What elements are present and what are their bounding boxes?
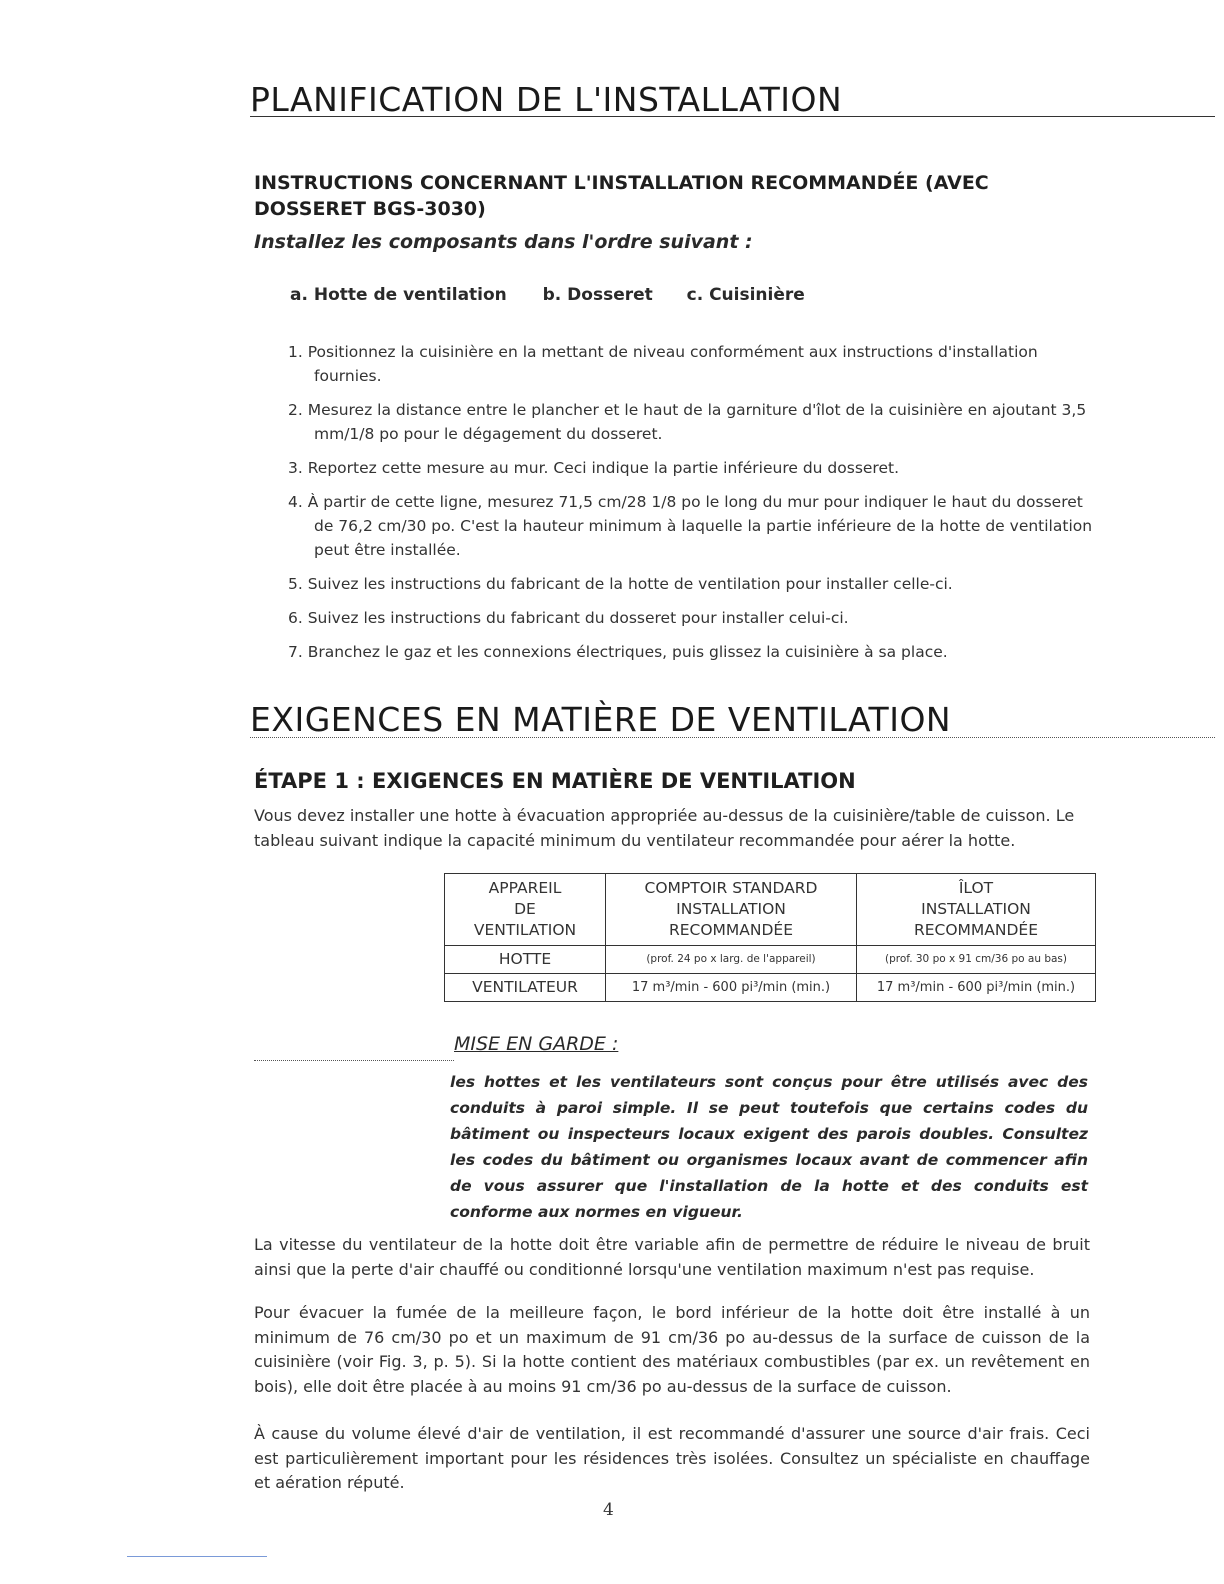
- header-line: INSTALLATION: [676, 900, 786, 918]
- page-number: 4: [603, 1500, 614, 1520]
- component-hotte: a. Hotte de ventilation: [290, 285, 507, 305]
- install-step: 7. Branchez le gaz et les connexions électriques, puis glissez la cuisinière à sa place.: [288, 643, 948, 661]
- install-step: 3. Reportez cette mesure au mur. Ceci indique la partie inférieure du dosseret.: [288, 459, 900, 477]
- header-line: INSTALLATION: [921, 900, 1031, 918]
- installation-subtitle: INSTRUCTIONS CONCERNANT L'INSTALLATION RECOMMANDÉE (AVEC DOSSERET BGS-3030): [254, 172, 989, 220]
- caution-text: les hottes et les ventilateurs sont conçus pour être utilisés avec des conduits à paroi simple. Il se peut toutefois que certains codes du bâtiment ou inspecteurs locaux exigent des parois doubles. Consultez les codes du bâtiment ou organismes locaux avant de commencer afin de vous assurer que l'installation de la hotte et des conduits est conforme aux normes en vigueur.: [450, 1073, 1088, 1221]
- table-cell: (prof. 30 po x 91 cm/36 po au bas): [857, 946, 1096, 974]
- component-dosseret: b. Dosseret: [542, 285, 653, 305]
- table-header-cell: [445, 874, 606, 946]
- header-line: RECOMMANDÉE: [668, 921, 794, 939]
- paragraph-fresh-air: À cause du volume élevé d'air de ventilation, il est recommandé d'assurer une source d'air frais. Ceci est particulièrement important pour les résidences très isolées. Consultez un spécialiste en chauffage et aération réputé.: [254, 1424, 1090, 1492]
- table-cell: VENTILATEUR: [445, 974, 606, 1002]
- caution-rule: [254, 1060, 454, 1061]
- install-step: 1. Positionnez la cuisinière en la mettant de niveau conformément aux instructions d'installation fournies.: [288, 343, 1038, 385]
- table-row: [445, 946, 1096, 974]
- header-line: ÎLOT: [958, 879, 994, 897]
- install-step: 6. Suivez les instructions du fabricant du dosseret pour installer celui-ci.: [288, 609, 849, 627]
- component-list: [290, 285, 805, 305]
- header-line: RECOMMANDÉE: [913, 921, 1039, 939]
- install-step: 2. Mesurez la distance entre le plancher et le haut de la garniture d'îlot de la cuisinière en ajoutant 3,5 mm/1/8 po pour le dégagement du dosseret.: [288, 401, 1087, 443]
- section-title-ventilation: EXIGENCES EN MATIÈRE DE VENTILATION: [250, 700, 952, 739]
- table-cell: 17 m³/min - 600 pi³/min (min.): [857, 974, 1096, 1002]
- title-underline: [250, 116, 1215, 117]
- header-line: DE: [514, 900, 536, 918]
- install-step: 5. Suivez les instructions du fabricant de la hotte de ventilation pour installer celle-ci.: [288, 575, 953, 593]
- table-header-row: [445, 874, 1096, 946]
- paragraph-fan-speed: La vitesse du ventilateur de la hotte doit être variable afin de permettre de réduire le niveau de bruit ainsi que la perte d'air chauffé ou conditionné lorsqu'une ventilation maximum n'est pas requise.: [254, 1235, 1090, 1279]
- order-heading: Installez les composants dans l'ordre suivant :: [254, 231, 753, 253]
- header-line: VENTILATION: [473, 921, 577, 939]
- table-row: [445, 974, 1096, 1002]
- ventilation-intro: Vous devez installer une hotte à évacuation appropriée au-dessus de la cuisinière/table de cuisson. Le tableau suivant indique la capacité minimum du ventilateur recommandée pour aérer la hotte.: [254, 806, 1075, 850]
- header-line: APPAREIL: [488, 879, 562, 897]
- step1-title: ÉTAPE 1 : EXIGENCES EN MATIÈRE DE VENTILATION: [254, 769, 856, 793]
- table-cell: (prof. 24 po x larg. de l'appareil): [606, 946, 857, 974]
- install-step: 4. À partir de cette ligne, mesurez 71,5 cm/28 1/8 po le long du mur pour indiquer le haut du dosseret de 76,2 cm/30 po. C'est la hauteur minimum à laquelle la partie inférieure de la hotte de ventilation peut être installée.: [288, 493, 1093, 559]
- paragraph-hood-height: Pour évacuer la fumée de la meilleure façon, le bord inférieur de la hotte doit être installé à un minimum de 76 cm/30 po et un maximum de 91 cm/36 po au-dessus de la surface de cuisson de la cuisinière (voir Fig. 3, p. 5). Si la hotte contient des matériaux combustibles (par ex. un revêtement en bois), elle doit être placée à au moins 91 cm/36 po au-dessus de la surface de cuisson.: [254, 1303, 1090, 1396]
- table-cell: 17 m³/min - 600 pi³/min (min.): [606, 974, 857, 1002]
- section-title-planification: PLANIFICATION DE L'INSTALLATION: [250, 80, 843, 119]
- table-cell: HOTTE: [445, 946, 606, 974]
- table-header-cell: [606, 874, 857, 946]
- header-line: COMPTOIR STANDARD: [644, 879, 818, 897]
- install-steps-list: [288, 340, 1096, 664]
- footer-blue-line: [127, 1556, 267, 1557]
- ventilation-title-underline: [250, 737, 1215, 738]
- component-cuisiniere: c. Cuisinière: [686, 285, 805, 305]
- ventilation-table: [444, 873, 1096, 1002]
- caution-title: MISE EN GARDE :: [454, 1033, 619, 1055]
- table-header-cell: [857, 874, 1096, 946]
